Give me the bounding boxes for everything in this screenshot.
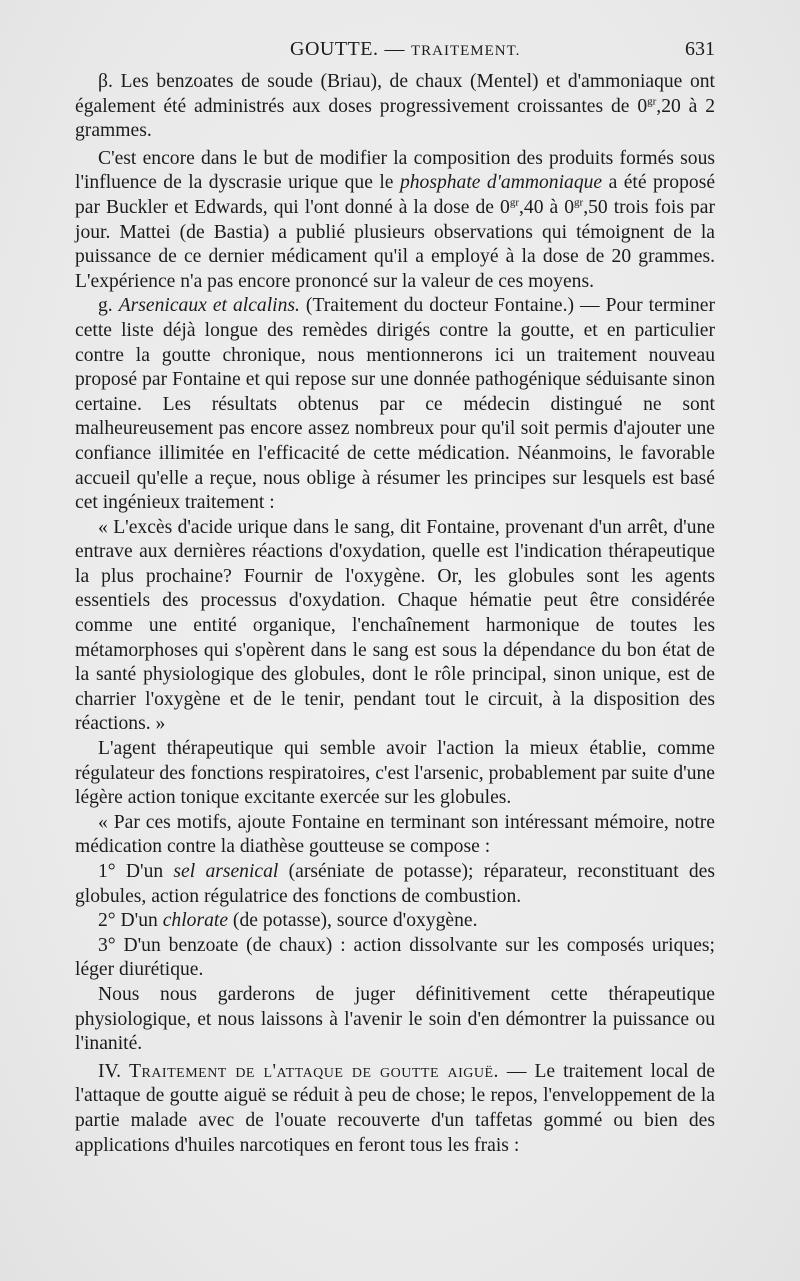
text-run: 2° D'un xyxy=(98,910,163,932)
superscript: gr xyxy=(574,196,584,209)
text-run: — Le traitement local de l'attaque de goutte aiguë se réduit à peu de chose; le repos, l'enveloppement de la partie malade avec de l'ouate recouverte d'un taffetas gommé ou bien des applications d'huiles narcotiques en feront tous les frais : xyxy=(75,1060,715,1156)
text-run: a été proposé par Buckler et Edwards, qui l'ont donné à la dose de 0 xyxy=(75,172,716,218)
paragraph-benzoates xyxy=(75,70,715,144)
header-dash: — xyxy=(384,38,405,60)
paragraph-conclusion: Nous nous garderons de juger définitivement cette thérapeutique physiologique, et nous laissons à l'avenir le soin d'en démontrer la puissance ou l'inanité. xyxy=(75,983,715,1055)
text-run: 1° D'un xyxy=(98,861,174,882)
list-item-3: 3° D'un benzoate (de chaux) : action dissolvante sur les composés uriques; léger diurétique. xyxy=(75,934,715,981)
text-run: (de potasse), source d'oxygène. xyxy=(228,910,478,932)
superscript: gr xyxy=(509,196,519,209)
page-number: 631 xyxy=(685,38,715,60)
paragraph-phosphate xyxy=(75,147,715,295)
running-title xyxy=(290,38,520,61)
italic-term: phosphate d'ammoniaque xyxy=(399,172,603,194)
text-run: (arséniate de potasse); réparateur, reconstituant des globules, action régulatrice des fonctions de combustion. xyxy=(75,861,716,907)
section-number: IV. xyxy=(98,1060,130,1082)
paragraph-fontaine-quote: « L'excès d'acide urique dans le sang, dit Fontaine, provenant d'un arrêt, d'une entrave aux dernières réactions d'oxydation, quelle est l'indication thérapeutique la plus prochaine? Fournir de l'oxygène. Or, les globules sont les agents essentiels des processus d'oxydation. Chaque hématie peut être considérée comme une entité organique, l'enchaînement harmonique de toutes les métamorphoses qui s'opèrent dans le sang est sous la dépendance du bon état de la santé physiologique des globules, dont le rôle principal, sinon unique, est de charrier l'oxygène et de le tenir, pendant tout le circuit, à la disposition des réactions. » xyxy=(75,516,715,735)
text-run: g. xyxy=(98,295,119,317)
italic-term: chlorate xyxy=(162,910,229,932)
list-item-1 xyxy=(75,860,715,909)
text-run: β. Les benzoates de soude (Briau), de chaux (Mentel) et d'ammoniaque ont également été administrés aux doses progressivement croissantes de 0 xyxy=(75,71,715,117)
paragraph-arsenic-agent: L'agent thérapeutique qui semble avoir l'action la mieux établie, comme régulateur des fonctions respiratoires, c'est l'arsenic, probablement par suite d'une légère action tonique excitante exercée sur les globules. xyxy=(75,738,715,809)
list-item-2 xyxy=(75,909,715,934)
page-body xyxy=(75,70,715,1158)
superscript: gr xyxy=(647,95,657,108)
text-run: C'est encore dans le but de modifier la composition des produits formés sous l'influence de la dyscrasie urique que le xyxy=(75,147,715,194)
section-iv xyxy=(75,1060,715,1158)
header-title: GOUTTE. xyxy=(290,38,379,60)
text-run: (Traitement du docteur Fontaine.) — Pour terminer cette liste déjà longue des remèdes dirigés contre la goutte, et en particulier contre la goutte chronique, nous mentionnerons ici un traitement nouveau proposé par Fontaine et qui repose sur une donnée pathogénique séduisante sinon certaine. Les résultats obtenus par ce médecin distingué ne sont malheureusement pas encore assez nombreux pour qu'il soit permis d'ajouter une confiance illimitée en l'efficacité de cette médication. Néanmoins, le favorable accueil qu'elle a reçue, nous oblige à résumer les principes sur lesquels est basé cet ingénieux traitement : xyxy=(75,295,715,514)
section-heading: Traitement de l'attaque de goutte aiguë. xyxy=(129,1060,499,1082)
text-run: ,50 trois fois par jour. Mattei (de Bastia) a publié plusieurs observations qui témoignent de la puissance de ce dernier médicament qu'il a employé à la dose de 20 grammes. L'expérience n'a pas encore prononcé sur la valeur de ces moyens. xyxy=(75,196,715,292)
italic-term: sel arsenical xyxy=(173,861,279,882)
paragraph-medication-intro: « Par ces motifs, ajoute Fontaine en terminant son intéressant mémoire, notre médication contre la diathèse goutteuse se compose : xyxy=(75,811,715,858)
text-run: ,40 à 0 xyxy=(519,196,575,218)
text-run: ,20 à 2 grammes. xyxy=(75,95,715,142)
italic-heading: Arsenicaux et alcalins. xyxy=(118,295,300,317)
running-header xyxy=(75,38,715,66)
header-subtitle: TRAITEMENT. xyxy=(410,43,521,59)
paragraph-arsenicaux xyxy=(75,294,715,515)
